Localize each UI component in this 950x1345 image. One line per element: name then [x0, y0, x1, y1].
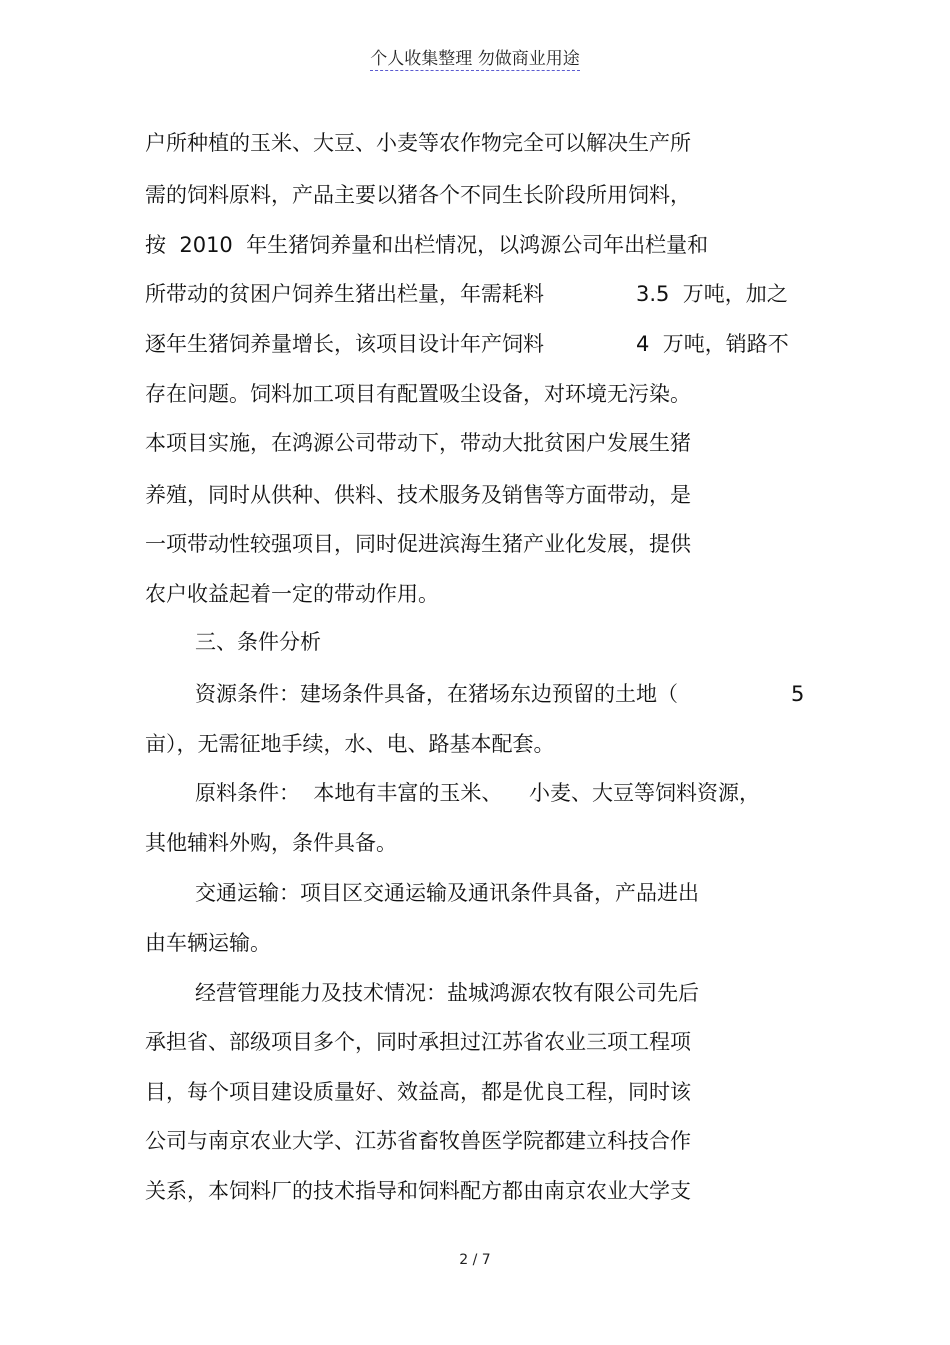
- page-number: 2 / 7: [459, 1252, 491, 1268]
- body-line: 户所种植的玉米、大豆、小麦等农作物完全可以解决生产所: [145, 131, 691, 155]
- header-text: 个人收集整理 勿做商业用途: [370, 49, 580, 69]
- body-line-tail: 3.5 万吨，加之: [636, 282, 788, 306]
- body-line: 承担省、部级项目多个，同时承担过江苏省农业三项工程项: [145, 1030, 691, 1054]
- body-line: 存在问题。饲料加工项目有配置吸尘设备，对环境无污染。: [145, 382, 691, 406]
- page-header: [0, 47, 950, 71]
- body-line: 经营管理能力及技术情况：盐城鸿源农牧有限公司先后: [195, 981, 699, 1005]
- body-line: 公司与南京农业大学、江苏省畜牧兽医学院都建立科技合作: [145, 1129, 691, 1153]
- body-line: 亩），无需征地手续，水、电、路基本配套。: [145, 732, 555, 756]
- body-line: 交通运输：项目区交通运输及通讯条件具备，产品进出: [195, 881, 699, 905]
- body-line: 由车辆运输。: [145, 931, 271, 955]
- body-line: 逐年生猪饲养量增长，该项目设计年产饲料: [145, 332, 544, 356]
- body-line-tail: 5: [791, 682, 805, 706]
- body-line: 本项目实施，在鸿源公司带动下，带动大批贫困户发展生猪: [145, 431, 691, 455]
- body-line: 目，每个项目建设质量好、效益高，都是优良工程，同时该: [145, 1080, 691, 1104]
- body-line: 其他辅料外购，条件具备。: [145, 831, 397, 855]
- body-line: 一项带动性较强项目，同时促进滨海生猪产业化发展，提供: [145, 532, 691, 556]
- body-line: 关系，本饲料厂的技术指导和饲料配方都由南京农业大学支: [145, 1179, 691, 1203]
- body-line: 原料条件： 本地有丰富的玉米、 小麦、大豆等饲料资源，: [195, 781, 761, 805]
- body-line: 所带动的贫困户饲养生猪出栏量，年需耗料: [145, 282, 544, 306]
- body-line: 资源条件：建场条件具备，在猪场东边预留的土地（: [195, 682, 678, 706]
- body-line: 农户收益起着一定的带动作用。: [145, 582, 439, 606]
- body-line: 养殖，同时从供种、供料、技术服务及销售等方面带动，是: [145, 483, 691, 507]
- section-heading: 三、条件分析: [195, 630, 321, 654]
- body-line: 需的饲料原料，产品主要以猪各个不同生长阶段所用饲料，: [145, 183, 691, 207]
- body-line: 按 2010 年生猪饲养量和出栏情况，以鸿源公司年出栏量和: [145, 233, 709, 257]
- body-line-tail: 4 万吨，销路不: [636, 332, 789, 356]
